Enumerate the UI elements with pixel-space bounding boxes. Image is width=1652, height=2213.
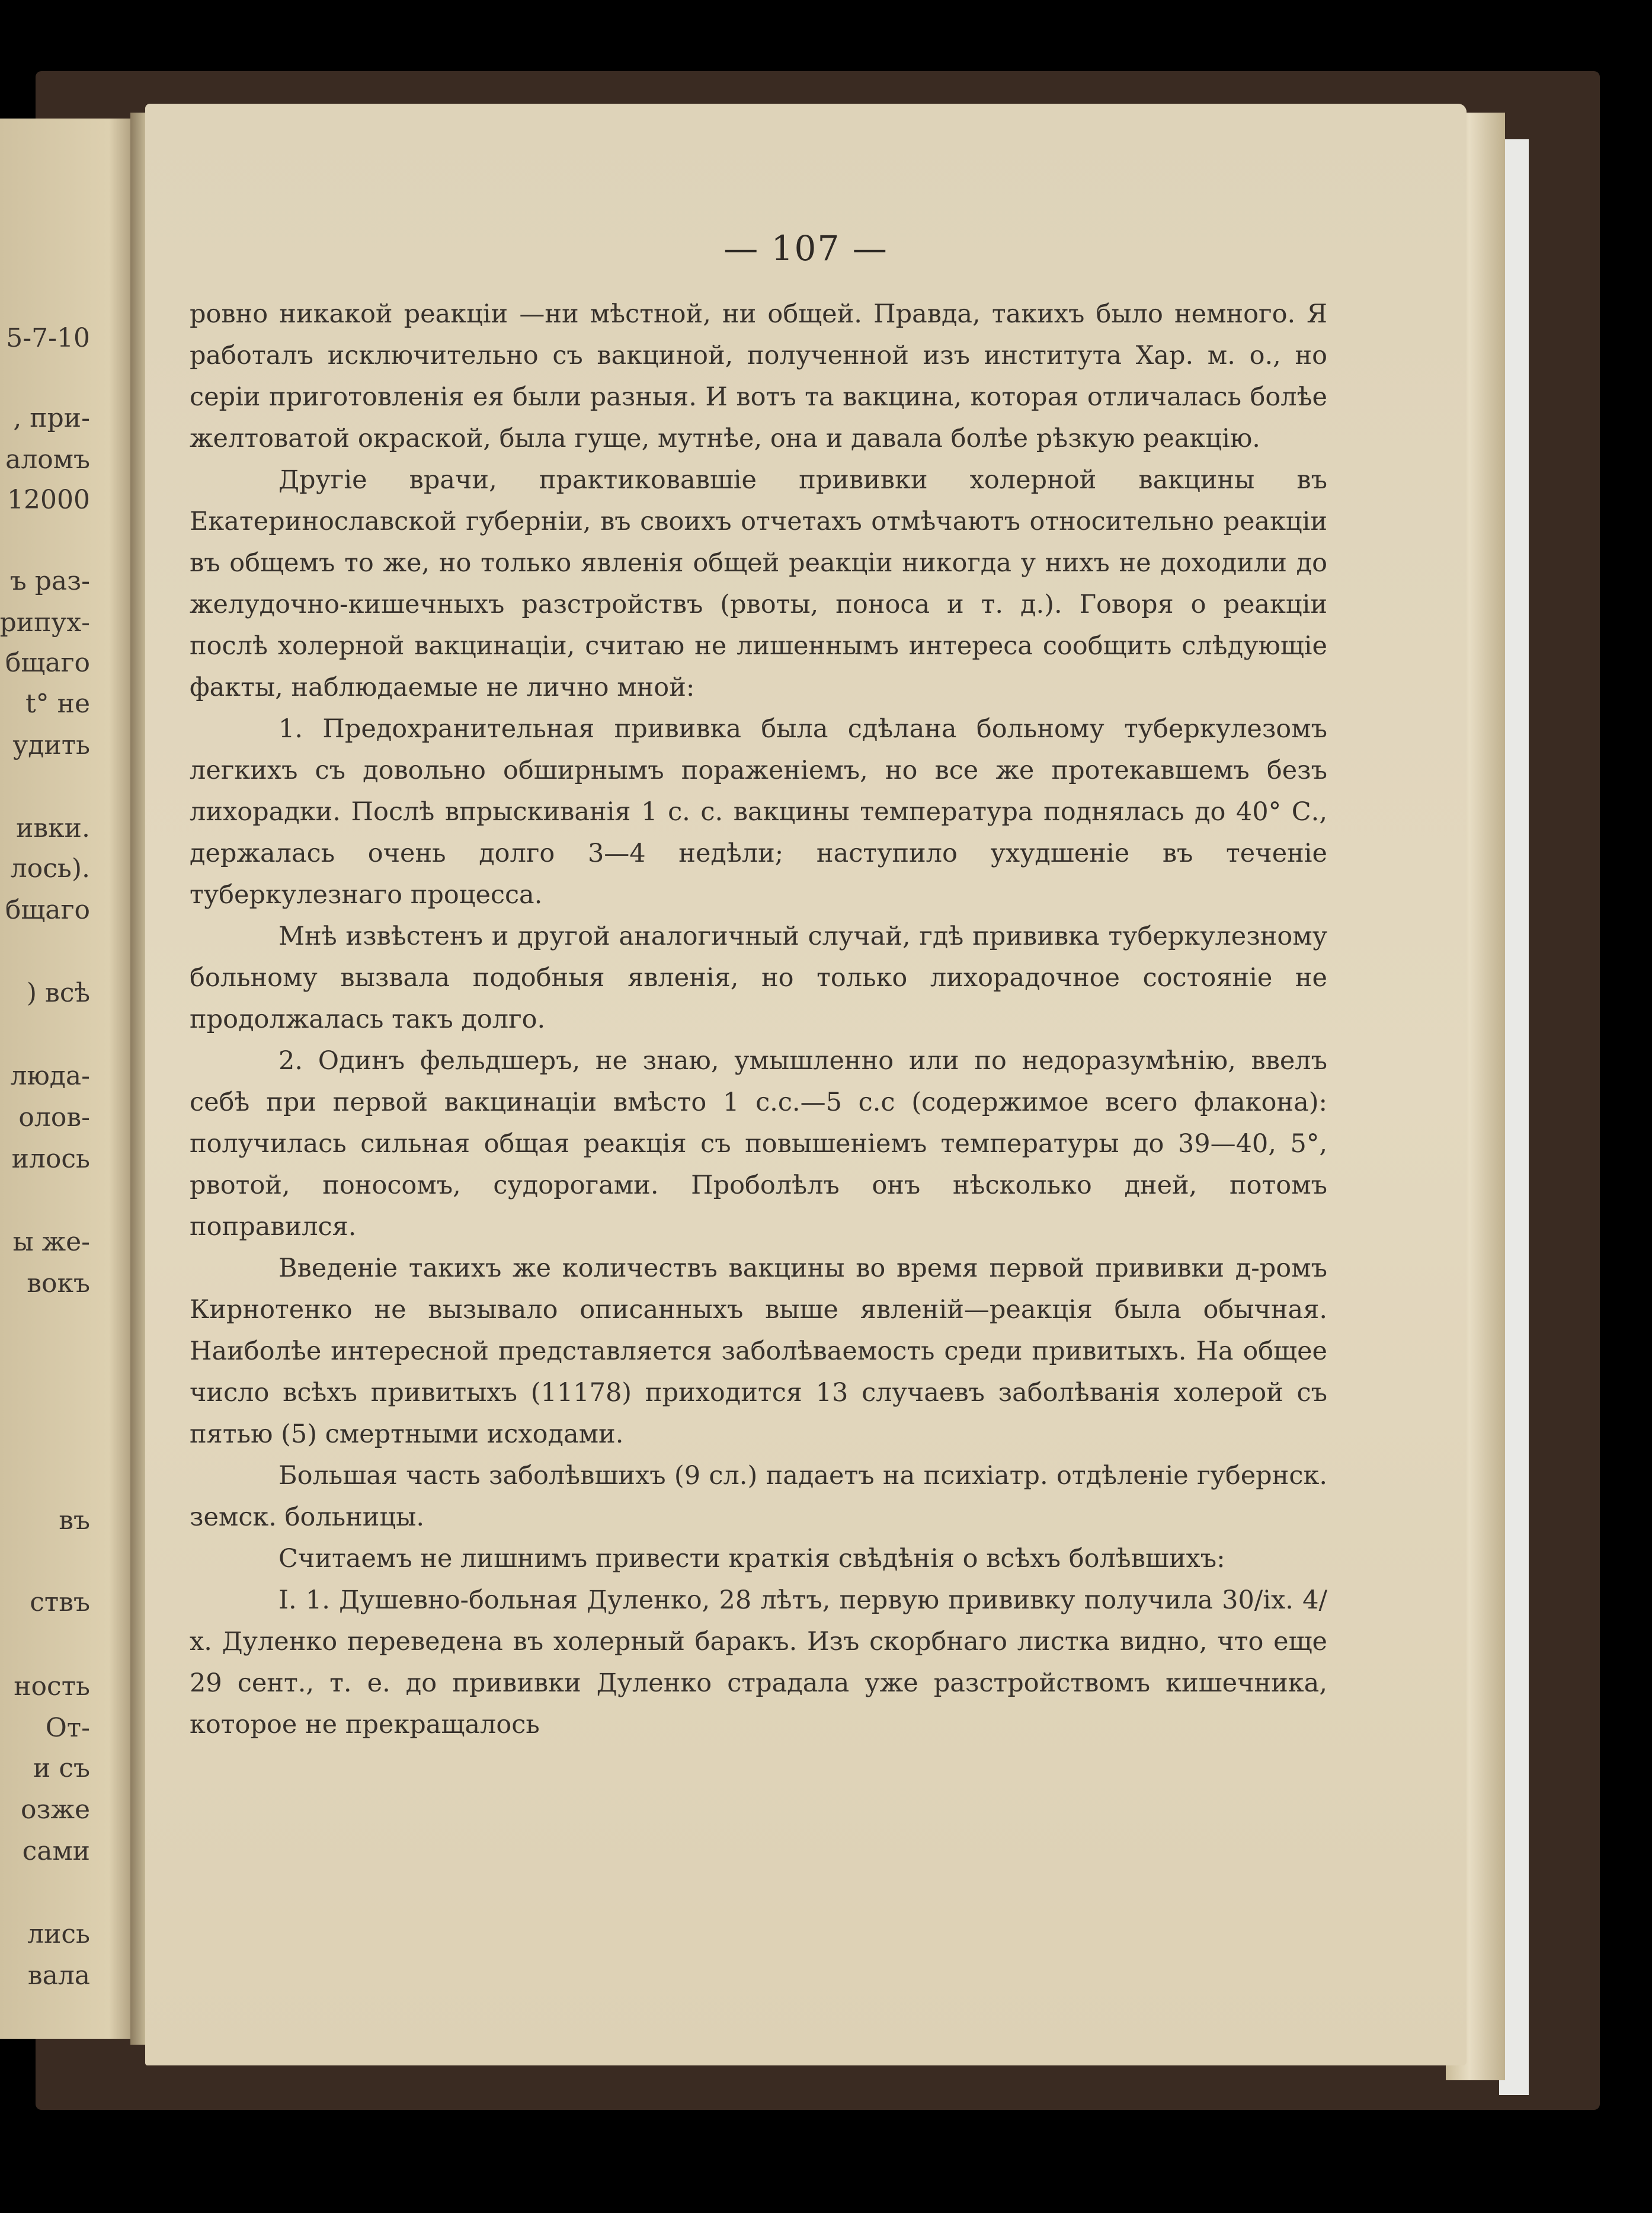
left-line: t° не [25, 689, 90, 719]
left-line: лись [27, 1919, 90, 1949]
left-line: От- [45, 1713, 90, 1743]
left-line: ъ раз- [9, 566, 90, 596]
page-number: — 107 — [723, 228, 888, 268]
paragraph: Мнѣ извѣстенъ и другой аналогичный случай, гдѣ прививка туберкулезному больному вызвала подобныя явленія, но только лихорадочное состояніе не продолжалась такъ долго. [190, 922, 1327, 1034]
left-line: 12000 [7, 485, 90, 515]
left-line: бщаго [5, 895, 90, 925]
left-line: 5-7-10 [6, 323, 90, 353]
left-line: ивки. [16, 813, 90, 843]
left-page-fragment [0, 119, 136, 2039]
left-line: аломъ [5, 444, 90, 475]
left-line: вала [27, 1961, 90, 1991]
left-line: олов- [18, 1102, 90, 1133]
paragraph: I. 1. Душевно-больная Дуленко, 28 лѣтъ, первую прививку получила 30/іх. 4/х. Дуленко переведена въ холерный баракъ. Изъ скорбнаго листка видно, что еще 29 сент., т. е. до прививки Дуленко страдала уже разстройствомъ кишечника, которое не прекращалось [190, 1585, 1327, 1739]
left-line: люда- [10, 1061, 90, 1091]
left-line: въ [59, 1505, 90, 1536]
left-line: сами [22, 1836, 90, 1866]
paragraph: Считаемъ не лишнимъ привести краткія свѣдѣнія о всѣхъ болѣвшихъ: [278, 1544, 1225, 1574]
left-line: ) всѣ [26, 978, 90, 1008]
paragraph: Введеніе такихъ же количествъ вакцины во время первой прививки д-ромъ Кирнотенко не вызывало описанныхъ выше явленій—реакція была обычная. Наиболѣе интересной представляется заболѣваемость среди привитыхъ. На общее число всѣхъ привитыхъ (11178) приходится 13 случаевъ заболѣванія холерой съ пятью (5) смертными исходами. [190, 1253, 1327, 1449]
left-line: ность [14, 1671, 90, 1702]
left-line: ствъ [30, 1587, 90, 1617]
left-line: , при- [13, 403, 90, 433]
left-line: ы же- [12, 1227, 90, 1257]
left-line: вокъ [27, 1268, 90, 1299]
paragraph: 1. Предохранительная прививка была сдѣлана больному туберкулезомъ легкихъ съ довольно обширнымъ пораженіемъ, но все же протекавшемъ безъ лихорадки. Послѣ впрыскиванія 1 с. с. вакцины температура поднялась до 40° С., держалась очень долго 3—4 недѣли; наступило ухудшеніе въ теченіе туберкулезнаго процесса. [190, 714, 1327, 910]
left-line: бщаго [5, 648, 90, 678]
left-line: лось). [10, 853, 90, 884]
paragraph: Другіе врачи, практиковавшіе прививки холерной вакцины въ Екатеринославской губерніи, въ своихъ отчетахъ отмѣчаютъ относительно реакціи въ общемъ то же, но только явленія общей реакціи никогда у нихъ не доходили до желудочно-кишечныхъ разстройствъ (рвоты, поноса и т. д.). Говоря о реакціи послѣ холерной вакцинаціи, считаю не лишеннымъ интереса сообщить слѣдующіе факты, наблюдаемые не лично мной: [190, 465, 1327, 702]
page-body-text [190, 293, 1327, 1745]
paragraph: Большая часть заболѣвшихъ (9 сл.) падаетъ на психіатр. отдѣленіе губернск. земск. больницы. [190, 1461, 1327, 1532]
paragraph: 2. Одинъ фельдшеръ, не знаю, умышленно или по недоразумѣнію, ввелъ себѣ при первой вакцинаціи вмѣсто 1 с.с.—5 с.с (содержимое всего флакона): получилась сильная общая реакція съ повышеніемъ температуры до 39—40, 5°, рвотой, поносомъ, судорогами. Проболѣлъ онъ нѣсколько дней, потомъ поправился. [190, 1046, 1327, 1242]
left-line: и съ [33, 1753, 90, 1783]
left-line: озже [20, 1795, 90, 1825]
left-line: илось [11, 1144, 90, 1174]
left-line: удить [12, 730, 90, 760]
left-line: рипух- [0, 607, 90, 638]
paragraph: ровно никакой реакціи —ни мѣстной, ни общей. Правда, такихъ было немного. Я работалъ исключительно съ вакциной, полученной изъ института Хар. м. о., но серіи приготовленія ея были разныя. И вотъ та вакцина, которая отличалась болѣе желтоватой окраской, была гуще, мутнѣе, она и давала болѣе рѣзкую реакцію. [190, 299, 1327, 453]
